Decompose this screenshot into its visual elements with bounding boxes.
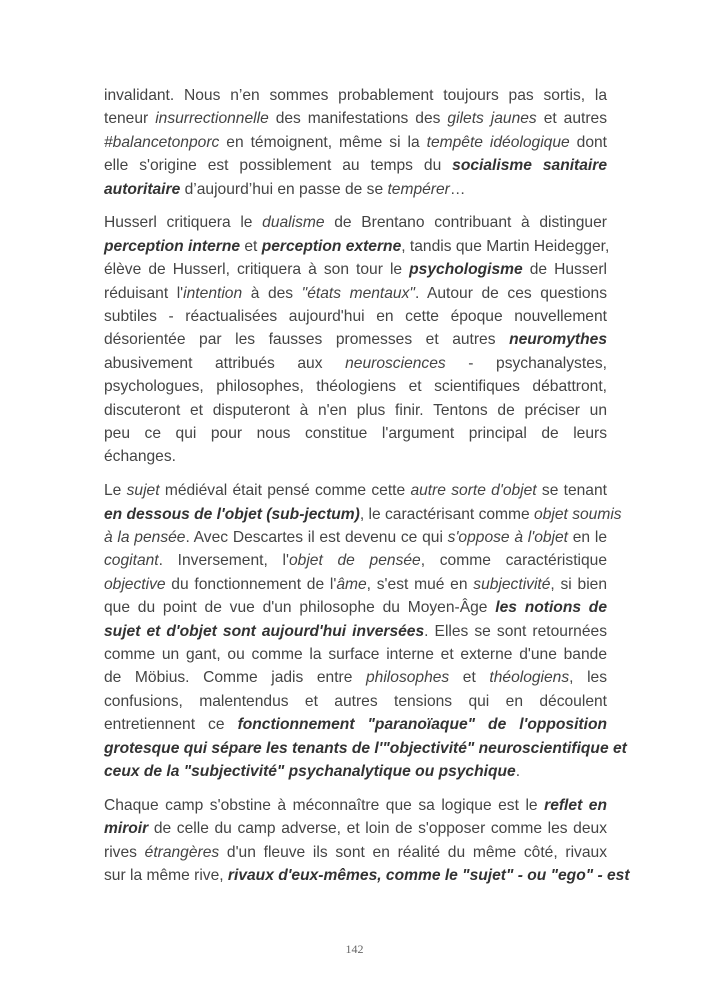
text-run: - psychanalystes, (445, 354, 607, 372)
text-line (104, 211, 607, 234)
text-run: de Husserl (522, 261, 607, 279)
emphasis-italic: subjectivité (473, 575, 551, 593)
text-line (104, 399, 607, 422)
text-run: . Avec Descartes il est devenu ce qui (185, 529, 448, 547)
text-run: des manifestations des (268, 110, 448, 128)
emphasis-italic: âme (336, 575, 367, 593)
emphasis-italic: neurosciences (345, 354, 446, 372)
emphasis-italic: #balancetonporc (104, 133, 220, 151)
text-line (104, 549, 607, 572)
text-run: échanges. (104, 448, 176, 466)
text-run: abusivement attribués aux (104, 354, 346, 372)
emphasis-bold-italic: neuromythes (509, 331, 607, 349)
text-line (104, 503, 622, 526)
emphasis-italic: philosophes (366, 669, 450, 687)
emphasis-italic: insurrectionnelle (155, 110, 269, 128)
text-line (104, 107, 607, 130)
paragraph (104, 479, 627, 783)
text-line (104, 178, 607, 201)
text-line (104, 690, 607, 713)
text-run: . Inversement, l' (158, 552, 289, 570)
text-line (104, 131, 607, 154)
text-run: discuteront et disputeront à n'en plus finir. Tentons de préciser un (104, 401, 607, 419)
text-run: teneur (104, 110, 156, 128)
emphasis-italic: objective (104, 575, 166, 593)
text-line (104, 596, 607, 619)
text-run: psychologues, philosophes, théologiens et scientifiques débattront, (104, 378, 607, 396)
emphasis-italic: dualisme (262, 214, 325, 232)
text-line (104, 713, 607, 736)
text-run: que du point de vue d'un philosophe du Moyen-Âge (104, 599, 496, 617)
text-run: entretiennent ce (104, 716, 238, 734)
text-line (104, 479, 607, 502)
text-line (104, 864, 630, 887)
emphasis-italic: tempête idéologique (426, 133, 570, 151)
emphasis-bold-italic: ceux de la "subjectivité" psychanalytique ou psychique (104, 762, 516, 780)
text-line (104, 841, 607, 864)
text-run: rives (104, 843, 145, 861)
text-run: médiéval était pensé comme cette (159, 482, 411, 500)
emphasis-bold-italic: sujet et d'objet sont aujourd'hui inversées (104, 622, 425, 640)
text-run: et (240, 237, 262, 255)
text-line (104, 154, 607, 177)
text-run: . Autour de ces questions (414, 284, 607, 302)
emphasis-bold-italic: reflet en (544, 796, 607, 814)
text-line (104, 352, 607, 375)
text-run: . Elles se sont retournées (424, 622, 607, 640)
emphasis-bold-italic: en dessous de l'objet (sub-jectum) (104, 505, 360, 523)
text-run: d'un fleuve ils sont en réalité du même côté, rivaux (219, 843, 607, 861)
text-run: Chaque camp s'obstine à méconnaître que sa logique est le (104, 796, 545, 814)
text-line (104, 666, 607, 689)
emphasis-italic: à la pensée (104, 529, 186, 547)
emphasis-bold-italic: miroir (104, 820, 149, 838)
text-line (104, 526, 607, 549)
text-run: , s'est mué en (366, 575, 474, 593)
text-run: elle s'origine est possiblement au temps du (104, 157, 453, 175)
emphasis-italic: cogitant (104, 552, 159, 570)
text-line (104, 235, 610, 258)
emphasis-bold-italic: rivaux d'eux-mêmes, comme le "sujet" - ou "ego" - est (227, 867, 630, 884)
emphasis-bold-italic: les notions de (495, 599, 607, 617)
paragraph (104, 794, 630, 888)
text-line (104, 620, 607, 643)
paragraph (104, 211, 610, 468)
emphasis-italic: gilets jaunes (447, 110, 537, 128)
text-line (104, 737, 627, 760)
text-run: sur la même rive, (104, 867, 228, 884)
emphasis-italic: s'oppose à l'objet (447, 529, 569, 547)
emphasis-bold-italic: perception interne (104, 237, 241, 255)
text-line (104, 375, 607, 398)
page-number: 142 (345, 942, 364, 956)
text-run: élève de Husserl, critiquera à son tour le (104, 261, 410, 279)
text-run: confusions, malentendus et autres tensions qui en découlent (104, 692, 607, 710)
text-run: … (449, 180, 466, 198)
text-line (104, 258, 607, 281)
emphasis-italic: sujet (126, 482, 160, 500)
text-run: et autres (536, 110, 607, 128)
text-run: d’aujourd’hui en passe de se (180, 180, 388, 198)
emphasis-italic: autre sorte d'objet (410, 482, 537, 500)
text-run: Husserl critiquera le (104, 214, 263, 232)
text-run: de Möbius. Comme jadis entre (104, 669, 366, 687)
text-run: subtiles - réactualisées aujourd'hui en cette époque nouvellement (104, 308, 607, 326)
emphasis-italic: théologiens (489, 669, 570, 687)
text-line (104, 328, 607, 351)
text-run: , si bien (550, 575, 608, 593)
emphasis-bold-italic: psychologisme (409, 261, 523, 279)
text-run: comme un gant, ou comme la surface interne et externe d'une bande (104, 645, 607, 663)
text-run: à des (242, 284, 302, 302)
paragraph (104, 84, 607, 201)
text-run: en témoignent, même si la (219, 133, 427, 151)
emphasis-italic: "états mentaux" (301, 284, 415, 302)
emphasis-bold-italic: perception externe (261, 237, 402, 255)
text-line (104, 422, 607, 445)
text-line (104, 282, 607, 305)
emphasis-bold-italic: grotesque qui sépare les tenants de l'"objectivité" neuroscientifique et (104, 739, 627, 757)
text-run: peu ce qui pour nous constitue l'argument principal de leurs (104, 424, 607, 442)
emphasis-italic: tempérer (387, 180, 450, 198)
text-run: de Brentano contribuant à distinguer (324, 214, 607, 232)
emphasis-italic: objet de pensée (288, 552, 421, 570)
text-line (104, 794, 607, 817)
text-run: et (449, 669, 490, 687)
text-run: se tenant (536, 482, 607, 500)
text-line (104, 643, 607, 666)
text-run: Le (104, 482, 127, 500)
emphasis-bold-italic: fonctionnement "paranoïaque" de l'opposition (237, 716, 608, 734)
text-run: réduisant l' (104, 284, 184, 302)
text-line (104, 760, 607, 783)
text-run: en le (568, 529, 607, 547)
text-line (104, 817, 607, 840)
text-run: invalidant. Nous n’en sommes probablement toujours pas sortis, la (104, 87, 607, 104)
text-line (104, 84, 607, 107)
page-body (104, 84, 630, 898)
emphasis-italic: intention (183, 284, 243, 302)
text-run: , tandis que Martin Heidegger, (401, 237, 610, 255)
text-run: de celle du camp adverse, et loin de s'opposer comme les deux (148, 820, 607, 838)
text-line (104, 573, 607, 596)
text-run: dont (569, 133, 607, 151)
emphasis-bold-italic: socialisme sanitaire (452, 157, 607, 175)
text-run: . (515, 762, 521, 780)
text-run: , les (569, 669, 608, 687)
text-run: , comme caractéristique (420, 552, 608, 570)
emphasis-italic: étrangères (144, 843, 220, 861)
text-line (104, 445, 607, 468)
text-run: , le caractérisant comme (359, 505, 535, 523)
text-run: désorientée par les fausses promesses et autres (104, 331, 510, 349)
emphasis-italic: objet soumis (534, 505, 622, 523)
emphasis-bold-italic: autoritaire (104, 180, 181, 198)
text-run: du fonctionnement de l' (165, 575, 337, 593)
text-line (104, 305, 607, 328)
